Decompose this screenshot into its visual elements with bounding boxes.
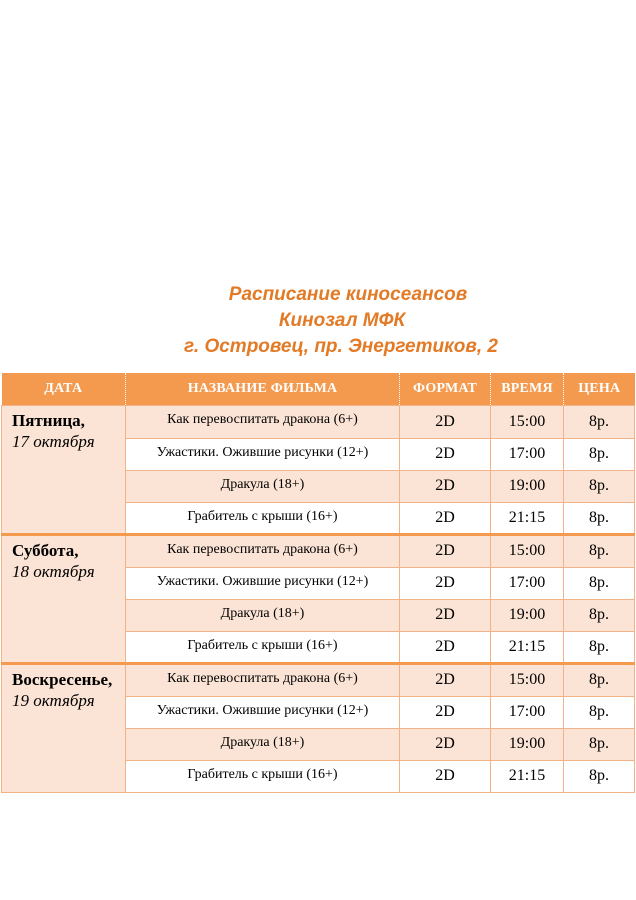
format-cell: 2D <box>400 438 491 470</box>
film-title-cell: Грабитель с крыши (16+) <box>126 631 400 663</box>
film-title-cell: Как перевоспитать дракона (6+) <box>126 663 400 696</box>
time-cell: 21:15 <box>491 760 564 792</box>
venue-address: г. Островец, пр. Энергетиков, 2 <box>184 336 498 357</box>
date-cell <box>2 534 126 663</box>
price-cell: 8р. <box>564 728 635 760</box>
time-cell: 17:00 <box>491 567 564 599</box>
table-header-row <box>2 373 635 405</box>
time-cell: 19:00 <box>491 728 564 760</box>
time-cell: 19:00 <box>491 470 564 502</box>
format-cell: 2D <box>400 728 491 760</box>
format-cell: 2D <box>400 631 491 663</box>
column-header-price: ЦЕНА <box>564 373 635 405</box>
film-title-cell: Как перевоспитать дракона (6+) <box>126 405 400 438</box>
column-header-format: ФОРМАТ <box>400 373 491 405</box>
film-title-cell: Как перевоспитать дракона (6+) <box>126 534 400 567</box>
time-cell: 19:00 <box>491 599 564 631</box>
film-title-cell: Грабитель с крыши (16+) <box>126 502 400 534</box>
table-row <box>2 534 635 567</box>
film-title-cell: Ужастики. Ожившие рисунки (12+) <box>126 567 400 599</box>
price-cell: 8р. <box>564 599 635 631</box>
column-header-time: ВРЕМЯ <box>491 373 564 405</box>
price-cell: 8р. <box>564 502 635 534</box>
format-cell: 2D <box>400 502 491 534</box>
column-header-film: НАЗВАНИЕ ФИЛЬМА <box>126 373 400 405</box>
film-title-cell: Дракула (18+) <box>126 728 400 760</box>
price-cell: 8р. <box>564 631 635 663</box>
table-row <box>2 405 635 438</box>
weekday-label: Пятница, <box>12 410 85 430</box>
price-cell: 8р. <box>564 438 635 470</box>
schedule-table <box>1 373 635 793</box>
film-title-cell: Ужастики. Ожившие рисунки (12+) <box>126 696 400 728</box>
format-cell: 2D <box>400 696 491 728</box>
format-cell: 2D <box>400 663 491 696</box>
time-cell: 17:00 <box>491 696 564 728</box>
price-cell: 8р. <box>564 696 635 728</box>
schedule-body <box>2 405 635 792</box>
time-cell: 15:00 <box>491 663 564 696</box>
date-cell <box>2 405 126 534</box>
price-cell: 8р. <box>564 470 635 502</box>
time-cell: 17:00 <box>491 438 564 470</box>
time-cell: 15:00 <box>491 405 564 438</box>
time-cell: 15:00 <box>491 534 564 567</box>
format-cell: 2D <box>400 599 491 631</box>
film-title-cell: Ужастики. Ожившие рисунки (12+) <box>126 438 400 470</box>
format-cell: 2D <box>400 760 491 792</box>
column-header-date: ДАТА <box>2 373 126 405</box>
time-cell: 21:15 <box>491 631 564 663</box>
weekday-label: Суббота, <box>12 540 79 560</box>
film-title-cell: Грабитель с крыши (16+) <box>126 760 400 792</box>
format-cell: 2D <box>400 470 491 502</box>
price-cell: 8р. <box>564 534 635 567</box>
price-cell: 8р. <box>564 405 635 438</box>
calendar-date-label: 18 октября <box>12 561 95 581</box>
film-title-cell: Дракула (18+) <box>126 599 400 631</box>
time-cell: 21:15 <box>491 502 564 534</box>
schedule-title: Расписание киносеансов <box>228 284 468 305</box>
calendar-date-label: 17 октября <box>12 431 95 451</box>
weekday-label: Воскресенье, <box>12 669 113 689</box>
schedule-header <box>0 282 636 360</box>
date-cell <box>2 663 126 792</box>
format-cell: 2D <box>400 534 491 567</box>
price-cell: 8р. <box>564 760 635 792</box>
film-title-cell: Дракула (18+) <box>126 470 400 502</box>
calendar-date-label: 19 октября <box>12 690 95 710</box>
price-cell: 8р. <box>564 567 635 599</box>
table-row <box>2 663 635 696</box>
price-cell: 8р. <box>564 663 635 696</box>
format-cell: 2D <box>400 567 491 599</box>
venue-name: Кинозал МФК <box>278 310 406 331</box>
format-cell: 2D <box>400 405 491 438</box>
